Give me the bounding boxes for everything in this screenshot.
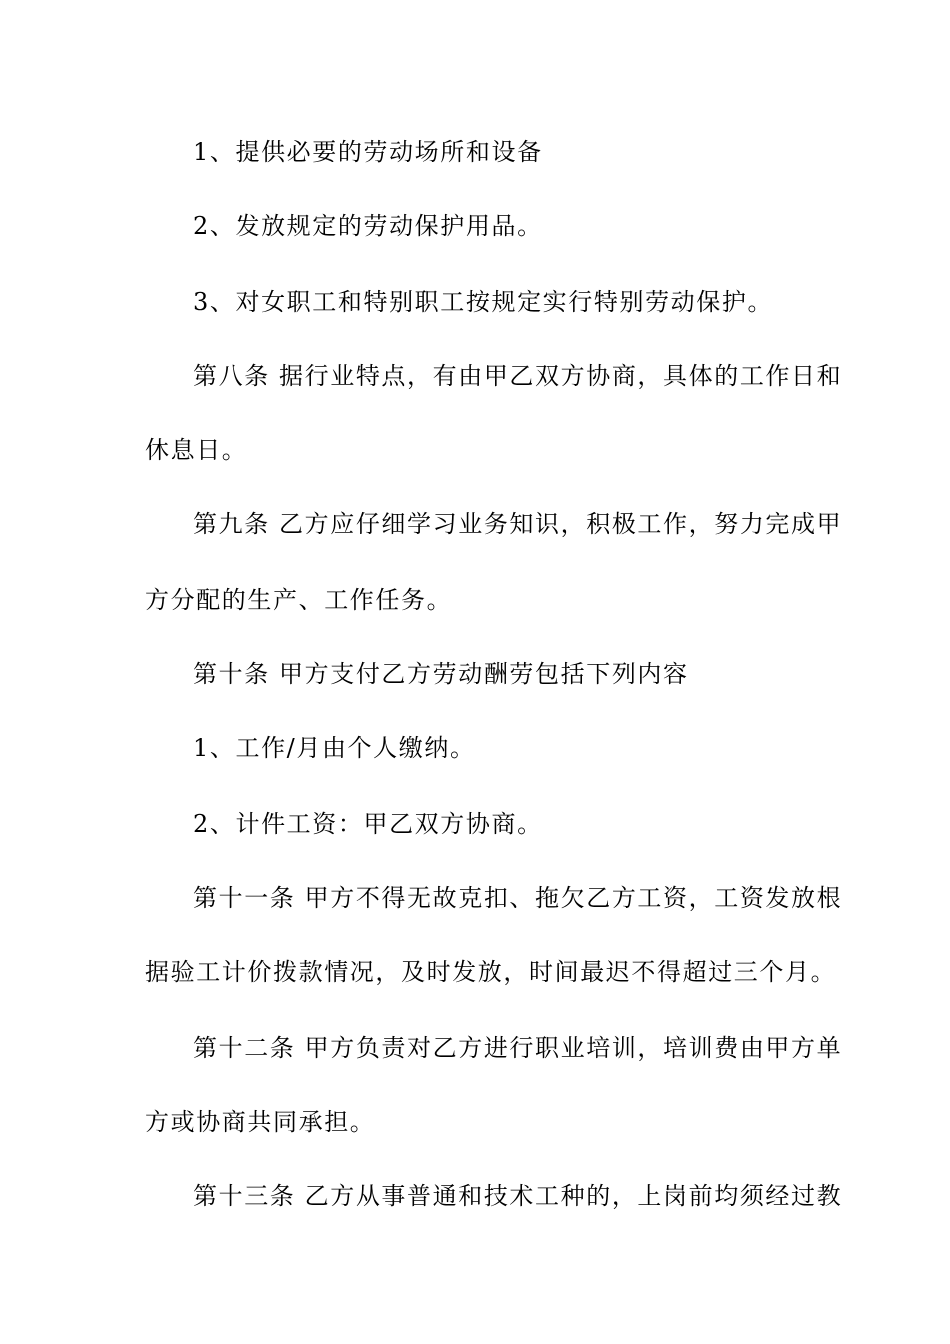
paragraph-line: 第十一条 甲方不得无故克扣、拖欠乙方工资，工资发放根 [193, 884, 843, 912]
paragraph-line: 休息日。 [145, 436, 248, 464]
paragraph-line: 方或协商共同承担。 [145, 1108, 376, 1136]
paragraph-line: 3、对女职工和特别职工按规定实行特别劳动保护。 [193, 288, 774, 316]
paragraph-line: 1、提供必要的劳动场所和设备 [193, 138, 543, 166]
paragraph-line: 第九条 乙方应仔细学习业务知识，积极工作，努力完成甲 [193, 510, 843, 538]
paragraph-line: 第十三条 乙方从事普通和技术工种的，上岗前均须经过教 [193, 1182, 843, 1210]
paragraph-line: 方分配的生产、工作任务。 [145, 586, 453, 614]
paragraph-line: 2、发放规定的劳动保护用品。 [193, 212, 543, 240]
paragraph-line: 据验工计价拨款情况，及时发放，时间最迟不得超过三个月。 [145, 958, 837, 986]
paragraph-line: 1、工作/月由个人缴纳。 [193, 734, 476, 762]
paragraph-line: 2、计件工资：甲乙双方协商。 [193, 810, 543, 838]
paragraph-line: 第十条 甲方支付乙方劳动酬劳包括下列内容 [193, 660, 689, 688]
paragraph-line: 第八条 据行业特点，有由甲乙双方协商，具体的工作日和 [193, 362, 843, 390]
paragraph-line: 第十二条 甲方负责对乙方进行职业培训，培训费由甲方单 [193, 1034, 843, 1062]
